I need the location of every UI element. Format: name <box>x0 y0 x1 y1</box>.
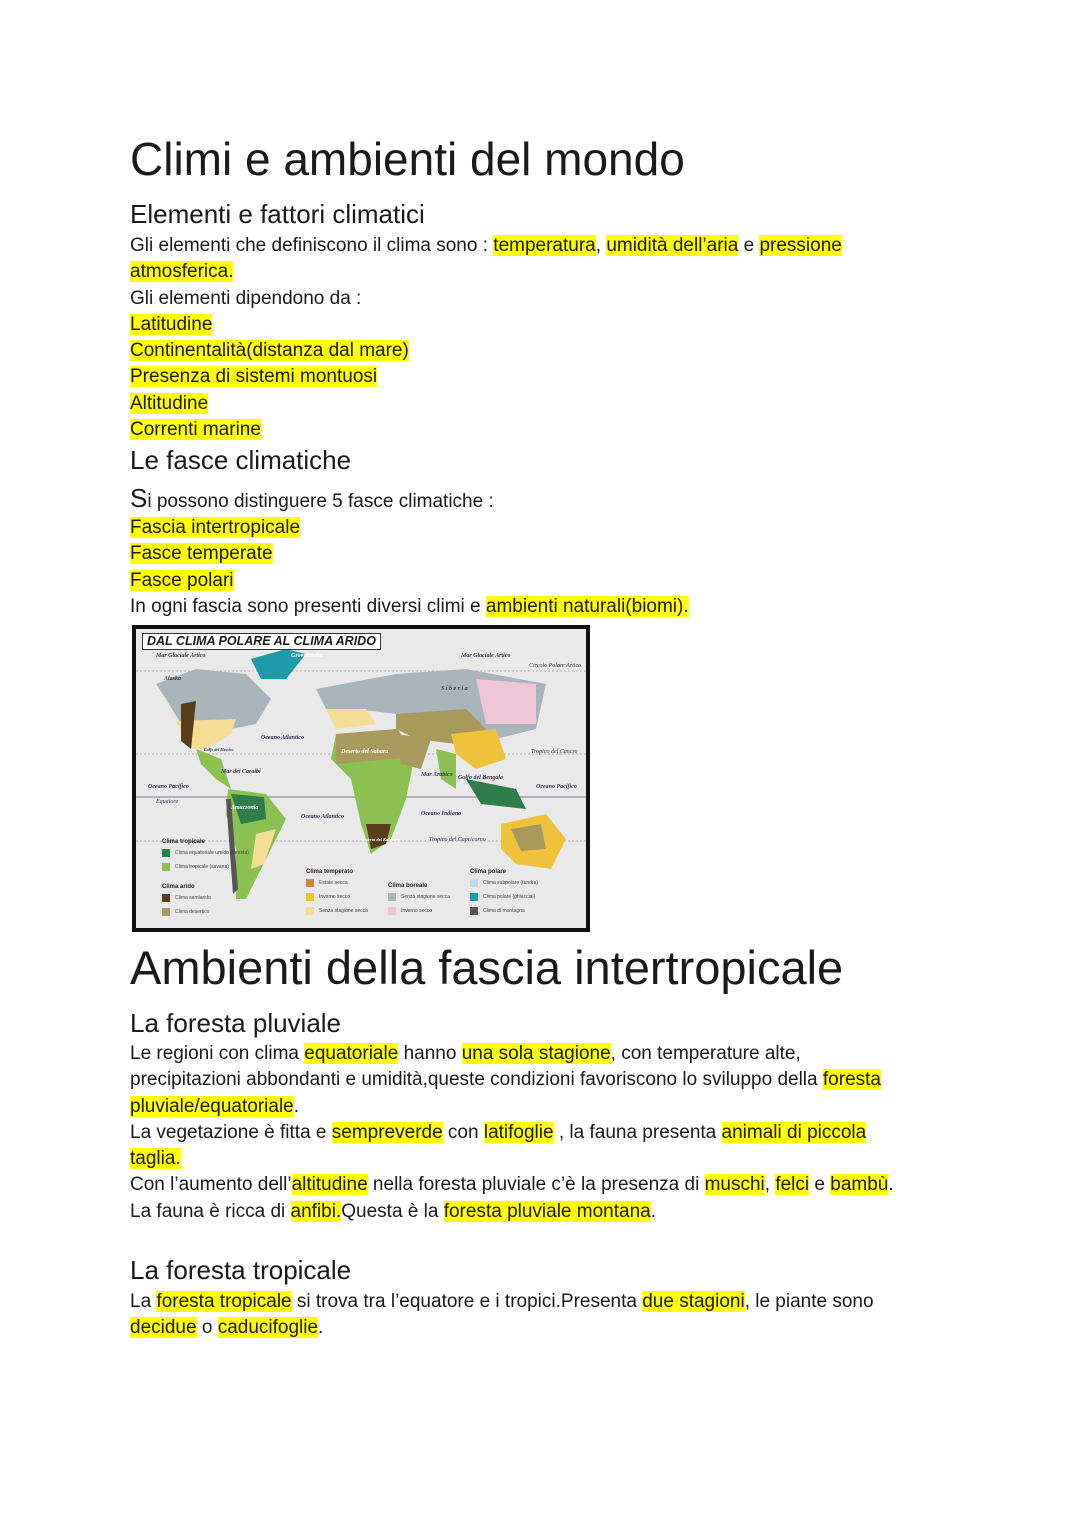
highlighted-text: sempreverde <box>331 1121 443 1143</box>
highlighted-text: ambienti naturali(biomi). <box>485 595 689 617</box>
legend-swatch <box>470 879 478 887</box>
text-segment: . <box>650 1200 656 1222</box>
text-segment: . <box>318 1317 324 1339</box>
legend-item <box>306 907 368 915</box>
paragraph-foresta-tropicale <box>130 1289 874 1342</box>
highlighted-text: caducifoglie <box>217 1317 319 1339</box>
highlighted-text: Presenza di sistemi montuosi <box>130 366 378 388</box>
text-line <box>130 364 842 390</box>
fasce-intro <box>130 485 494 515</box>
map-label: Mar Arabico <box>421 772 453 778</box>
map-label: Mar dei Caraibi <box>221 769 261 775</box>
text-line <box>130 1199 894 1225</box>
paragraph-fasce <box>130 515 689 620</box>
legend-item <box>162 863 229 871</box>
map-label: Oceano Atlantico <box>261 735 304 741</box>
text-segment: nella foresta pluviale c’è la presenza di <box>367 1174 705 1196</box>
paragraph-elementi <box>130 233 842 443</box>
text-line <box>130 1041 894 1067</box>
text-segment: Questa è la <box>341 1200 444 1222</box>
text-segment: hanno <box>398 1043 462 1064</box>
legend-label: Senza stagione secca <box>319 908 368 914</box>
highlighted-text: muschi <box>704 1174 765 1196</box>
highlighted-text: foresta pluviale montana <box>443 1200 651 1222</box>
text-line <box>130 312 842 338</box>
legend-swatch <box>306 907 314 915</box>
text-segment: con <box>442 1121 484 1143</box>
text-segment: La vegetazione è fitta e <box>130 1121 332 1143</box>
map-label: Equatore <box>156 799 179 805</box>
highlighted-text: anfibi. <box>290 1200 342 1222</box>
map-label: Golfo del Messico <box>204 747 234 752</box>
map-label: Oceano Atlantico <box>301 814 344 820</box>
highlighted-text: Continentalità(distanza dal mare) <box>130 340 409 362</box>
legend-swatch <box>162 894 170 902</box>
legend-heading: Clima arido <box>162 884 195 890</box>
highlighted-text: pluviale/equatoriale <box>130 1095 294 1117</box>
legend-item <box>162 849 249 857</box>
highlighted-text: temperatura <box>493 235 596 256</box>
text-line <box>130 568 689 594</box>
map-label: Deserto del Sahara <box>341 749 389 755</box>
text-segment: . <box>888 1174 894 1196</box>
legend-label: Inverno secco <box>319 894 351 900</box>
map-label: Oceano Pacifico <box>148 784 189 790</box>
text-segment: si trova tra l’equatore e i tropici.Presenta <box>291 1291 643 1312</box>
text-line <box>130 338 842 364</box>
text-line <box>130 1289 874 1315</box>
text-segment: Gli elementi dipendono da : <box>130 287 362 309</box>
text-line <box>130 259 842 285</box>
legend-swatch <box>470 893 478 901</box>
legend-item <box>470 907 525 915</box>
highlighted-text: equatoriale <box>304 1043 399 1064</box>
map-label: Oceano Indiano <box>421 811 462 817</box>
text-segment: o <box>196 1317 218 1339</box>
legend-heading: Clima boreale <box>388 883 428 889</box>
highlighted-text: felci <box>775 1174 810 1196</box>
text-segment: Le regioni con clima <box>130 1043 305 1064</box>
legend-label: Clima equatoriale umido (foresta) <box>175 850 249 856</box>
highlighted-text: altitudine <box>291 1174 368 1196</box>
legend-item <box>306 879 348 887</box>
map-label: Groenlandia <box>291 653 323 659</box>
highlighted-text: foresta <box>822 1069 881 1091</box>
highlighted-text: Fasce polari <box>130 569 234 591</box>
map-label: Oceano Pacifico <box>536 784 577 790</box>
highlighted-text: bambù <box>830 1174 889 1196</box>
highlighted-text: Fascia intertropicale <box>130 517 301 538</box>
drop-letter: S <box>130 483 148 513</box>
text-line <box>130 1067 894 1093</box>
legend-item <box>306 893 350 901</box>
map-label: Deserto del Kalahari <box>361 837 400 842</box>
legend-heading: Clima tropicale <box>162 839 206 845</box>
map-label: S i b e r i a <box>441 686 468 692</box>
climate-map-image <box>132 625 590 932</box>
legend-item <box>470 879 538 887</box>
text-line <box>130 541 689 567</box>
legend-item <box>162 894 211 902</box>
text-segment: , <box>595 235 607 256</box>
highlighted-text: umidità dell’aria <box>606 235 739 256</box>
section-title-ambienti: Ambienti della fascia intertropicale <box>130 941 844 994</box>
map-title: DAL CLIMA POLARE AL CLIMA ARIDO <box>142 633 381 650</box>
text-segment: , <box>764 1174 776 1196</box>
map-label: Amazzonia <box>231 805 259 811</box>
text-line <box>130 594 689 620</box>
text-segment: Con l’aumento dell’ <box>130 1174 292 1196</box>
text-segment: Gli elementi che definiscono il clima sono : <box>130 235 494 256</box>
legend-label: Inverno secco <box>401 908 433 914</box>
text-segment: , con temperature alte, <box>610 1043 801 1064</box>
legend-swatch <box>162 863 170 871</box>
map-label: Mar Glaciale Artico <box>156 653 206 659</box>
legend-swatch <box>306 893 314 901</box>
text-segment: , le piante sono <box>744 1291 874 1312</box>
legend-label: Estate secca <box>319 880 348 886</box>
text-line <box>130 1146 894 1172</box>
highlighted-text: Correnti marine <box>130 419 261 441</box>
legend-label: Clima semiarido <box>175 895 211 901</box>
text-line <box>130 1120 894 1146</box>
highlighted-text: Altitudine <box>130 392 209 414</box>
section-heading-fasce: Le fasce climatiche <box>130 445 352 475</box>
text-line <box>130 515 689 541</box>
legend-label: Clima tropicale (savana) <box>175 864 229 870</box>
section-heading-foresta-tropicale: La foresta tropicale <box>130 1255 352 1285</box>
text-line <box>130 233 842 259</box>
page-title: Climi e ambienti del mondo <box>130 133 685 185</box>
section-heading-foresta-pluviale: La foresta pluviale <box>130 1008 342 1038</box>
text-line <box>130 1172 894 1198</box>
text-segment: e <box>809 1174 831 1196</box>
highlighted-text: una sola stagione <box>461 1043 611 1064</box>
legend-item <box>388 907 432 915</box>
highlighted-text: Latitudine <box>130 313 213 335</box>
legend-label: Clima di montagna <box>483 908 525 914</box>
legend-swatch <box>388 893 396 901</box>
text-segment: La <box>130 1291 157 1312</box>
legend-swatch <box>162 908 170 916</box>
map-label: Tropico del Capricorno <box>429 837 486 843</box>
paragraph-foresta-pluviale <box>130 1041 894 1225</box>
legend-swatch <box>162 849 170 857</box>
text-segment: e <box>738 235 760 256</box>
text-line <box>130 1315 874 1341</box>
legend-item <box>470 893 535 901</box>
legend-label: Senza stagione secca <box>401 894 450 900</box>
text-line <box>130 286 842 312</box>
map-label: Tropico del Cancro <box>531 749 578 755</box>
legend-item <box>388 893 450 901</box>
legend-swatch <box>306 879 314 887</box>
map-label: Circolo Polare Artico <box>529 663 582 669</box>
highlighted-text: decidue <box>130 1317 197 1339</box>
legend-label: Clima desertico <box>175 909 210 915</box>
legend-label: Clima subpolare (tundra) <box>483 880 539 886</box>
legend-heading: Clima polare <box>470 869 507 875</box>
highlighted-text: Fasce temperate <box>130 543 273 565</box>
text-line <box>130 1094 894 1120</box>
legend-swatch <box>470 907 478 915</box>
text-segment: precipitazioni abbondanti e umidità,queste condizioni favoriscono lo sviluppo della <box>130 1069 823 1091</box>
text-segment: La fauna è ricca di <box>130 1200 291 1222</box>
text-line <box>130 417 842 443</box>
section-heading-elementi: Elementi e fattori climatici <box>130 199 425 229</box>
legend-heading: Clima temperato <box>306 869 354 875</box>
highlighted-text: pressione <box>759 235 842 256</box>
legend-label: Clima polare (ghiacciai) <box>483 894 536 900</box>
legend-item <box>162 908 209 916</box>
highlighted-text: atmosferica. <box>130 261 234 283</box>
highlighted-text: animali di piccola <box>721 1121 867 1143</box>
highlighted-text: foresta tropicale <box>156 1291 292 1312</box>
map-label: Mar Glaciale Artico <box>461 653 511 659</box>
map-label: Alaska <box>164 676 182 682</box>
legend-swatch <box>388 907 396 915</box>
text-line <box>130 391 842 417</box>
highlighted-text: latifoglie <box>483 1121 554 1143</box>
highlighted-text: due stagioni <box>642 1291 745 1312</box>
map-label: Golfo del Bengala <box>458 775 503 781</box>
fasce-intro-text: i possono distinguere 5 fasce climatiche : <box>147 491 494 512</box>
text-segment: , la fauna presenta <box>553 1121 722 1143</box>
text-segment: . <box>293 1095 300 1117</box>
highlighted-text: taglia. <box>130 1148 181 1170</box>
text-segment: In ogni fascia sono presenti diversi climi e <box>130 595 486 617</box>
